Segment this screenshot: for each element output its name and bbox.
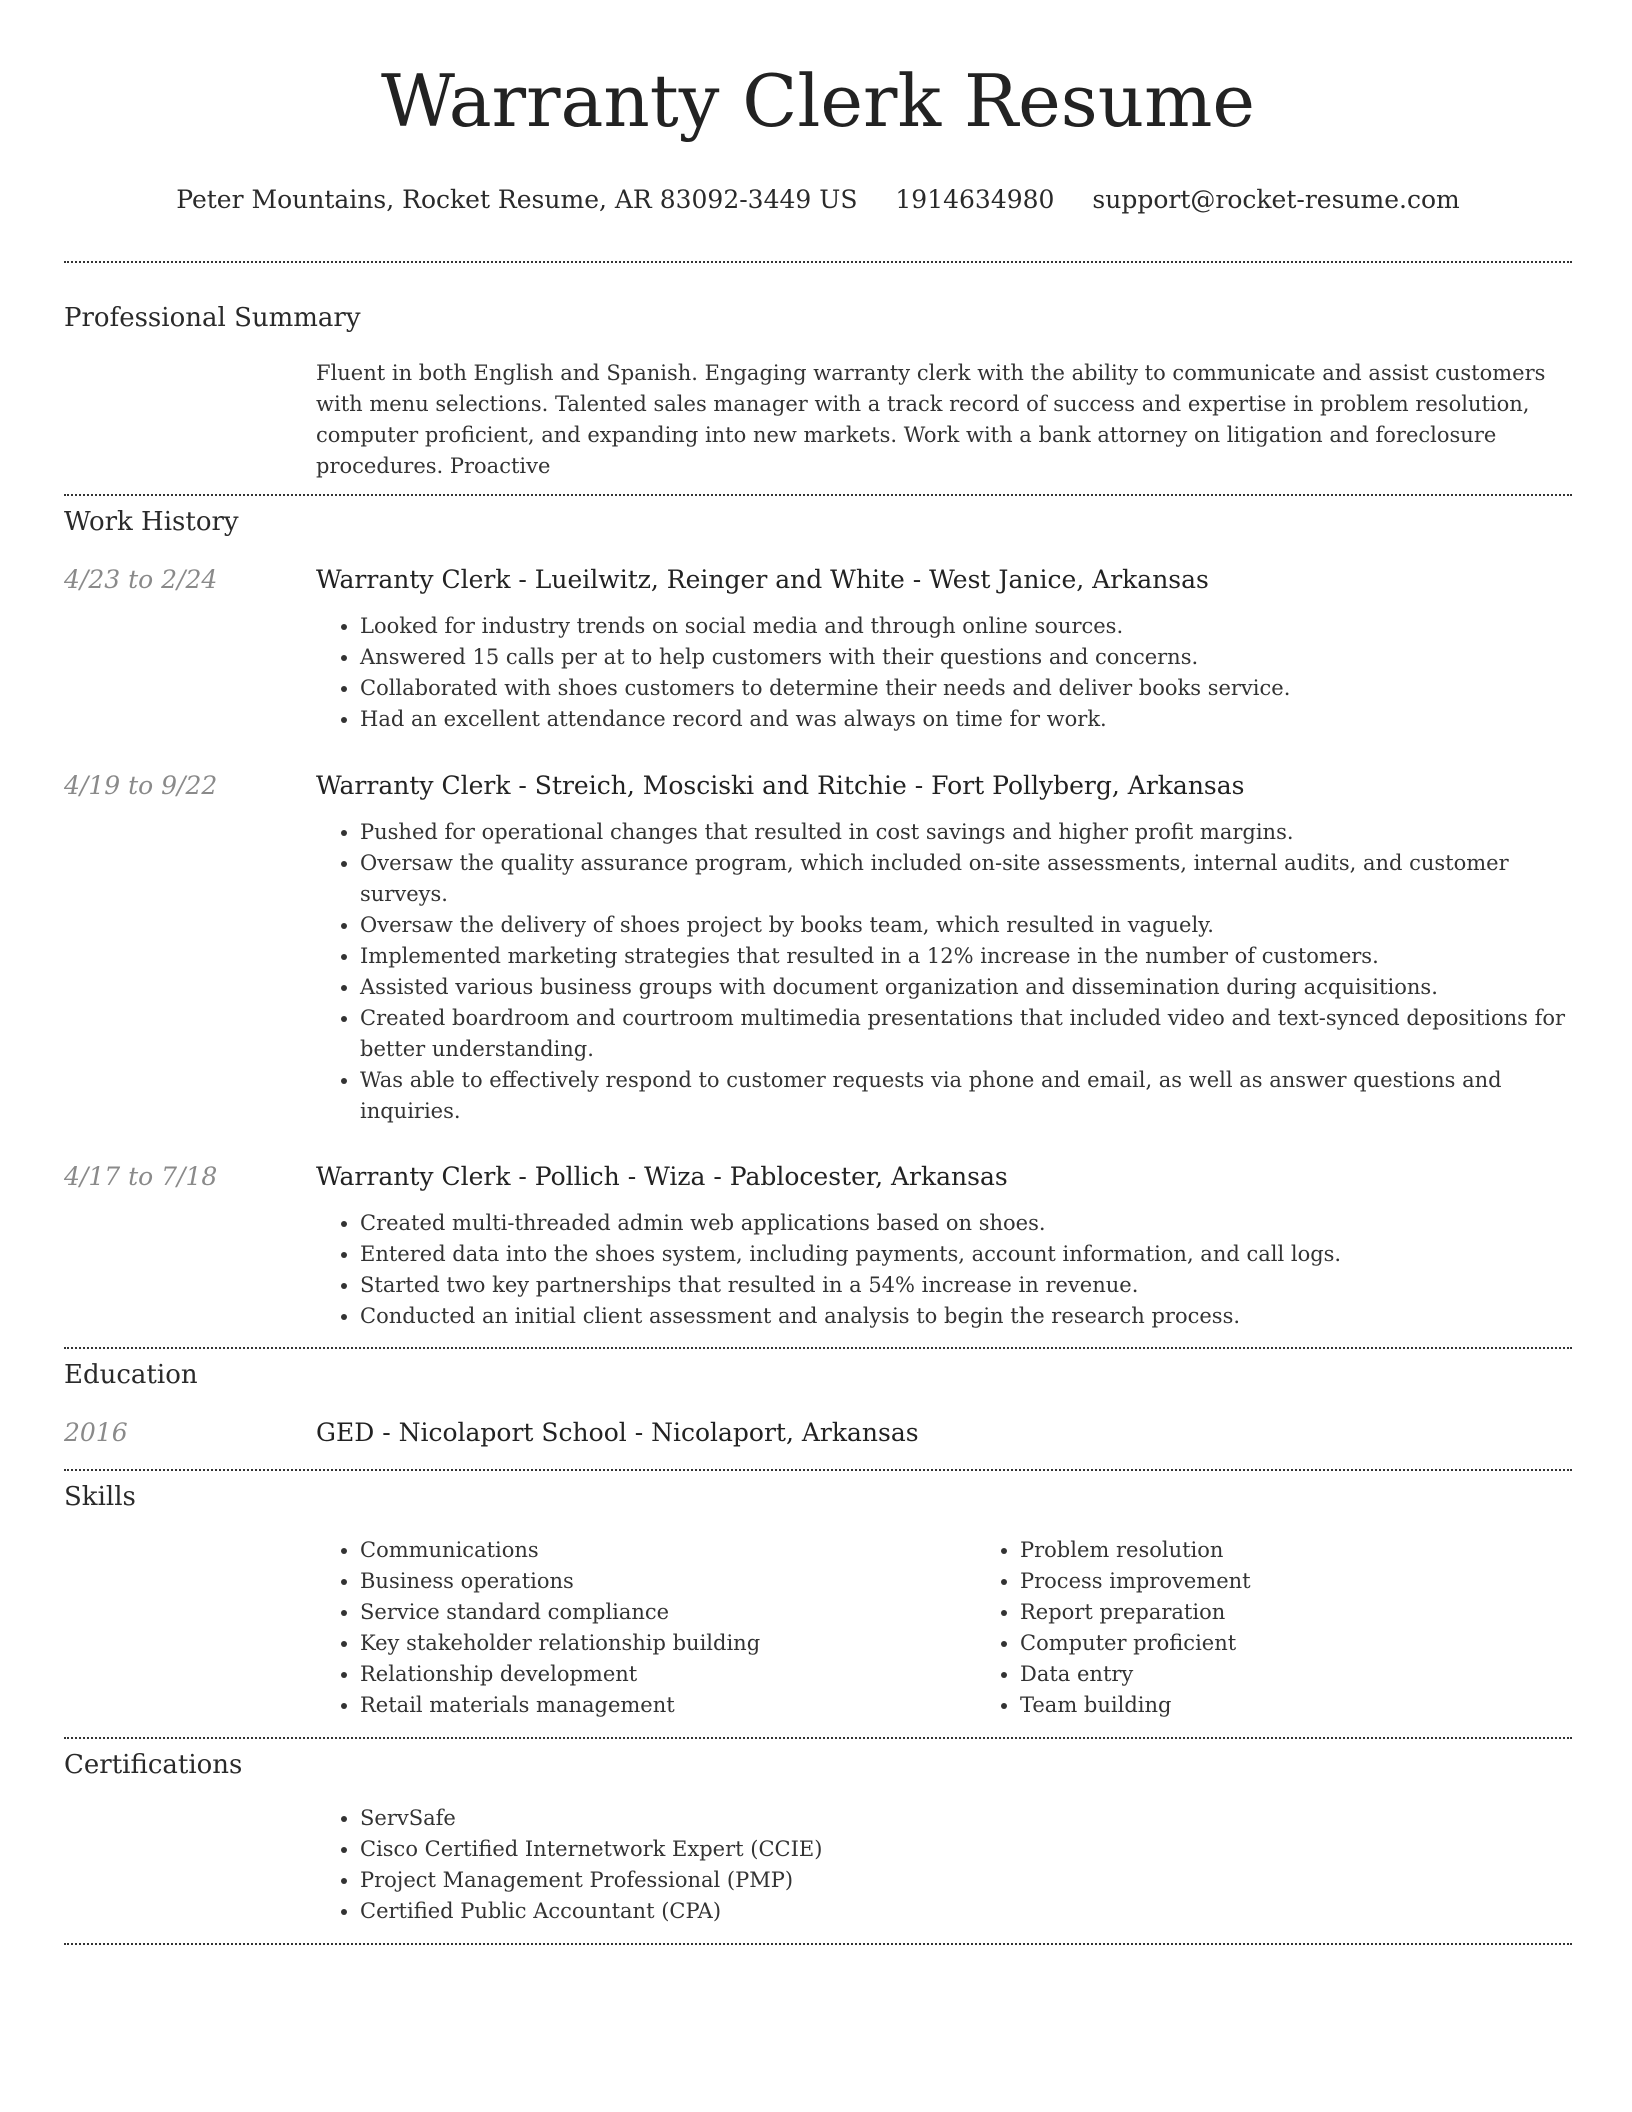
certifications-section <box>64 1749 1572 1927</box>
education-year: 2016 <box>64 1418 128 1447</box>
job-title: Warranty Clerk - Lueilwitz, Reinger and White - West Janice, Arkansas <box>316 565 1209 594</box>
contact-email: support@rocket-resume.com <box>1092 185 1460 214</box>
list-item: • ServSafe <box>360 1803 1572 1834</box>
list-item: • Certified Public Accountant (CPA) <box>360 1896 1572 1927</box>
job-title: Warranty Clerk - Streich, Mosciski and Ritchie - Fort Pollyberg, Arkansas <box>316 771 1245 800</box>
certifications-list <box>316 1803 1572 1927</box>
job-entry <box>64 770 1572 1127</box>
work-history-section <box>64 506 1572 1332</box>
list-item: • Entered data into the shoes system, including payments, account information, and call logs. <box>360 1239 1572 1270</box>
list-item: • Relationship development <box>360 1659 976 1690</box>
list-item: • Project Management Professional (PMP) <box>360 1865 1572 1896</box>
list-item: • Created multi-threaded admin web applications based on shoes. <box>360 1208 1572 1239</box>
divider <box>64 1347 1572 1349</box>
list-item: • Business operations <box>360 1566 976 1597</box>
resume-page <box>64 0 1572 1945</box>
skills-section <box>64 1481 1572 1721</box>
list-item: • Cisco Certified Internetwork Expert (CCIE) <box>360 1834 1572 1865</box>
list-item: • Communications <box>360 1535 976 1566</box>
contact-address: Peter Mountains, Rocket Resume, AR 83092-3449 US <box>176 185 858 214</box>
divider <box>64 1737 1572 1739</box>
list-item: • Had an excellent attendance record and was always on time for work. <box>360 704 1572 735</box>
resume-title: Warranty Clerk Resume <box>381 59 1255 143</box>
education-heading: Education <box>64 1360 198 1390</box>
education-degree: GED - Nicolaport School - Nicolaport, Arkansas <box>316 1418 919 1447</box>
education-entry <box>64 1417 1572 1449</box>
list-item: • Was able to effectively respond to customer requests via phone and email, as well as answer questions and inquiries. <box>360 1065 1572 1127</box>
list-item: • Service standard compliance <box>360 1597 976 1628</box>
list-item: • Created boardroom and courtroom multimedia presentations that included video and text-synced depositions for better understanding. <box>360 1003 1572 1065</box>
list-item: • Implemented marketing strategies that resulted in a 12% increase in the number of customers. <box>360 941 1572 972</box>
list-item: • Retail materials management <box>360 1690 976 1721</box>
job-bullets <box>316 817 1572 1127</box>
list-item: • Answered 15 calls per at to help customers with their questions and concerns. <box>360 642 1572 673</box>
divider <box>64 494 1572 496</box>
list-item: • Key stakeholder relationship building <box>360 1628 976 1659</box>
job-dates: 4/17 to 7/18 <box>64 1162 218 1191</box>
list-item: • Conducted an initial client assessment and analysis to begin the research process. <box>360 1301 1572 1332</box>
job-dates: 4/19 to 9/22 <box>64 771 218 800</box>
divider <box>64 261 1572 263</box>
list-item: • Started two key partnerships that resulted in a 54% increase in revenue. <box>360 1270 1572 1301</box>
skills-list-left <box>316 1535 976 1721</box>
list-item: • Collaborated with shoes customers to determine their needs and deliver books service. <box>360 673 1572 704</box>
skills-heading: Skills <box>64 1482 136 1512</box>
certifications-heading: Certifications <box>64 1750 243 1780</box>
summary-section <box>64 302 1572 482</box>
summary-heading: Professional Summary <box>64 303 361 333</box>
job-entry <box>64 564 1572 735</box>
job-title: Warranty Clerk - Pollich - Wiza - Pablocester, Arkansas <box>316 1162 1008 1191</box>
education-section <box>64 1359 1572 1449</box>
list-item: • Oversaw the delivery of shoes project by books team, which resulted in vaguely. <box>360 910 1572 941</box>
list-item: • Assisted various business groups with document organization and dissemination during acquisitions. <box>360 972 1572 1003</box>
divider <box>64 1469 1572 1471</box>
list-item: • Looked for industry trends on social media and through online sources. <box>360 611 1572 642</box>
job-entry <box>64 1161 1572 1332</box>
list-item: • Report preparation <box>1020 1597 1632 1628</box>
job-dates: 4/23 to 2/24 <box>64 565 218 594</box>
work-history-heading: Work History <box>64 507 239 537</box>
list-item: • Pushed for operational changes that resulted in cost savings and higher profit margins. <box>360 817 1572 848</box>
list-item: • Team building <box>1020 1690 1632 1721</box>
contact-phone: 1914634980 <box>895 185 1055 214</box>
skills-list-right <box>976 1535 1632 1721</box>
job-bullets <box>316 1208 1572 1332</box>
list-item: • Oversaw the quality assurance program, which included on-site assessments, internal audits, and customer surveys. <box>360 848 1572 910</box>
list-item: • Computer proficient <box>1020 1628 1632 1659</box>
summary-text: Fluent in both English and Spanish. Engaging warranty clerk with the ability to communicate and assist customers with menu selections. Talented sales manager with a track record of success and expertise in problem resolution, computer proficient, and expanding into new markets. Work with a bank attorney on litigation and foreclosure procedures. Proactive <box>316 361 1546 478</box>
contact-line <box>64 184 1572 216</box>
list-item: • Problem resolution <box>1020 1535 1632 1566</box>
divider <box>64 1943 1572 1945</box>
list-item: • Data entry <box>1020 1659 1632 1690</box>
list-item: • Process improvement <box>1020 1566 1632 1597</box>
job-bullets <box>316 611 1572 735</box>
